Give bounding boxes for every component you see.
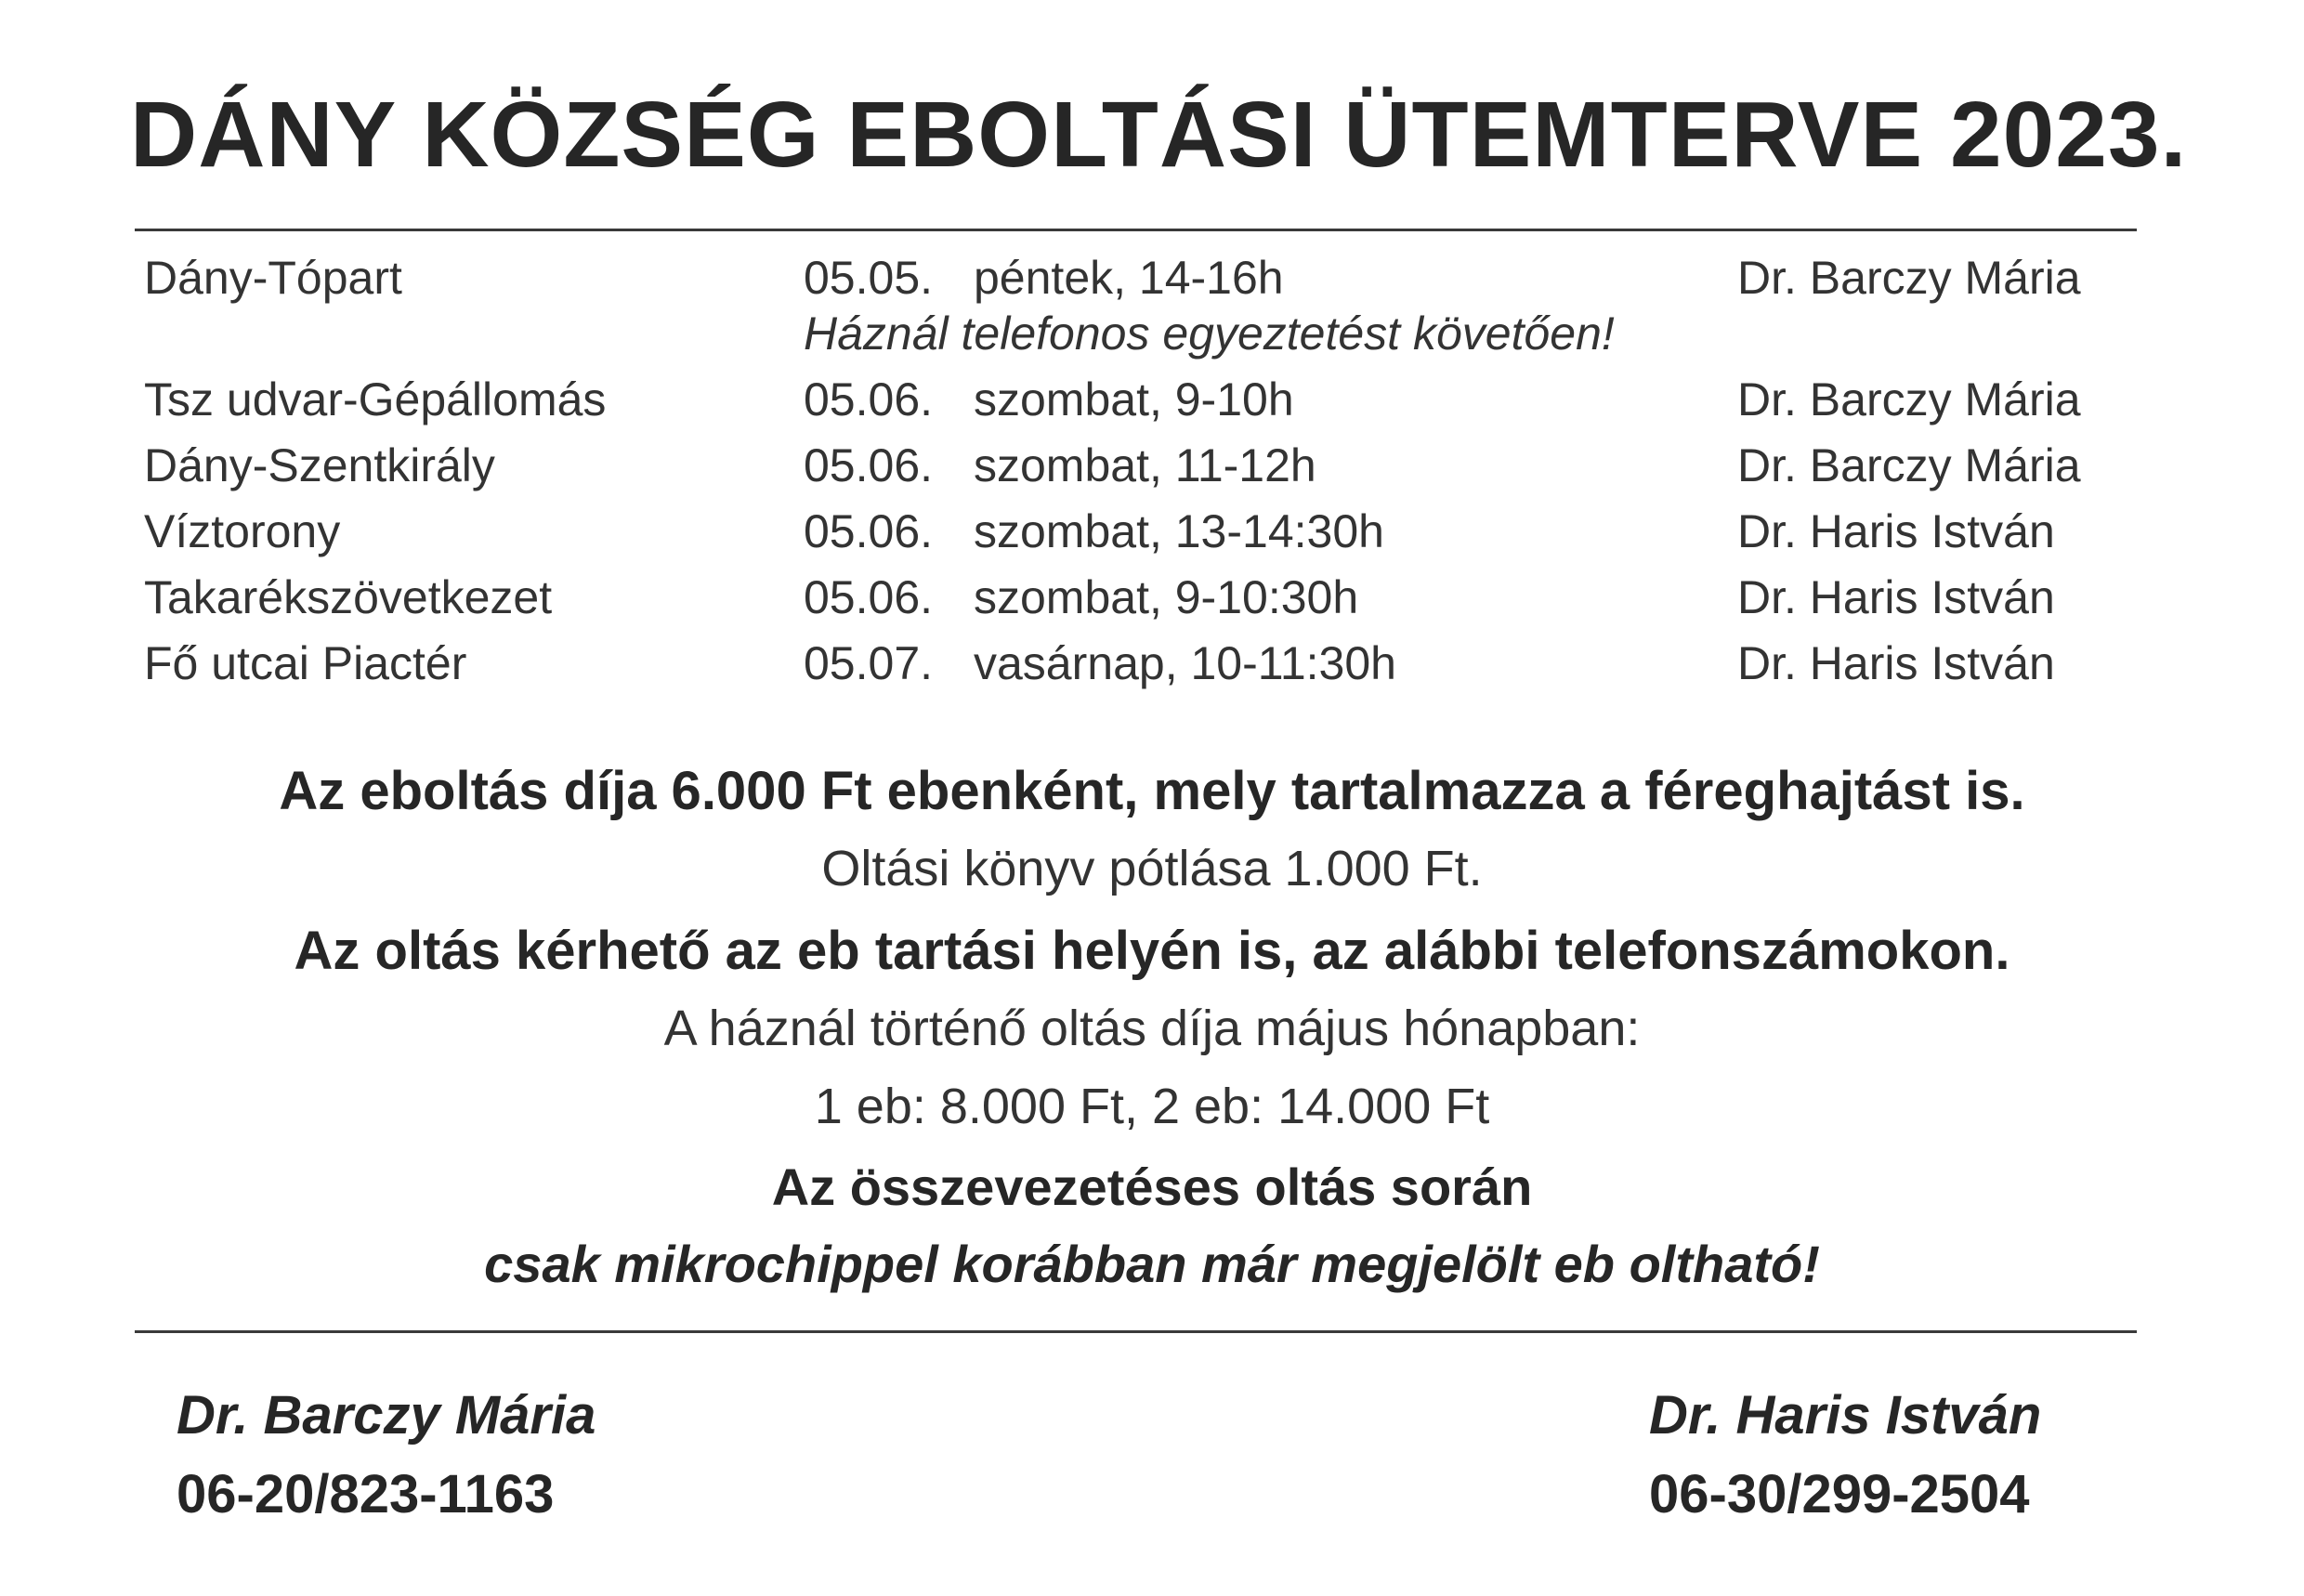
schedule-place: Víztorony — [144, 505, 341, 557]
home-request-notice: Az oltás kérhető az eb tartási helyén is, az alábbi telefonszámokon. — [294, 921, 2010, 981]
schedule-row — [144, 636, 2141, 702]
schedule-vet: Dr. Haris István — [1737, 637, 2055, 689]
contact-name: Dr. Haris István — [1649, 1385, 2042, 1446]
schedule-vet: Dr. Barczy Mária — [1737, 252, 2081, 304]
schedule-time: péntek, 14-16h — [974, 252, 1284, 304]
schedule-time: szombat, 13-14:30h — [974, 505, 1384, 557]
microchip-warning-line-1: Az összevezetéses oltás során — [771, 1158, 1533, 1216]
contact-haris — [1649, 1384, 2041, 1525]
contact-name: Dr. Barczy Mária — [177, 1385, 596, 1446]
schedule-date: 05.06. — [804, 571, 934, 623]
home-fee-values: 1 eb: 8.000 Ft, 2 eb: 14.000 Ft — [814, 1079, 1490, 1134]
schedule-vet: Dr. Barczy Mária — [1737, 373, 2081, 425]
schedule-row — [144, 373, 2141, 438]
schedule-time: szombat, 9-10:30h — [974, 571, 1359, 623]
schedule-table — [144, 251, 2141, 702]
schedule-date: 05.07. — [804, 637, 934, 689]
schedule-place: Dány-Szentkirály — [144, 439, 495, 491]
schedule-time: szombat, 11-12h — [974, 439, 1316, 491]
schedule-time: szombat, 9-10h — [974, 373, 1294, 425]
contact-phone: 06-20/823-1163 — [177, 1464, 555, 1524]
schedule-time: vasárnap, 10-11:30h — [974, 637, 1396, 689]
schedule-vet: Dr. Barczy Mária — [1737, 439, 2081, 491]
schedule-date: 05.05. — [804, 252, 934, 304]
microchip-warning-line-2: csak mikrochippel korábban már megjelölt eb oltható! — [484, 1235, 1820, 1293]
schedule-row — [144, 504, 2141, 570]
schedule-vet: Dr. Haris István — [1737, 505, 2055, 557]
schedule-vet: Dr. Haris István — [1737, 571, 2055, 623]
top-divider — [135, 229, 2137, 231]
schedule-row — [144, 438, 2141, 504]
schedule-note: Háznál telefonos egyeztetést követően! — [804, 307, 1615, 360]
schedule-date: 05.06. — [804, 373, 934, 425]
schedule-place: Tsz udvar-Gépállomás — [144, 373, 607, 425]
schedule-row — [144, 570, 2141, 636]
schedule-date: 05.06. — [804, 505, 934, 557]
home-fee-label: A háznál történő oltás díja május hónapban: — [663, 1001, 1641, 1056]
schedule-row — [144, 251, 2141, 373]
schedule-date: 05.06. — [804, 439, 934, 491]
contact-barczy — [177, 1384, 596, 1525]
fee-notice: Az eboltás díja 6.000 Ft ebenként, mely tartalmazza a féreghajtást is. — [279, 761, 2025, 821]
schedule-place: Fő utcai Piactér — [144, 637, 467, 689]
schedule-place: Dány-Tópart — [144, 252, 402, 304]
contact-phone: 06-30/299-2504 — [1649, 1464, 2030, 1524]
document-title: DÁNY KÖZSÉG EBOLTÁSI ÜTEMTERVE 2023. — [130, 83, 2188, 187]
schedule-place: Takarékszövetkezet — [144, 571, 553, 623]
bottom-divider — [135, 1330, 2137, 1333]
book-replacement-notice: Oltási könyv pótlása 1.000 Ft. — [821, 841, 1483, 896]
